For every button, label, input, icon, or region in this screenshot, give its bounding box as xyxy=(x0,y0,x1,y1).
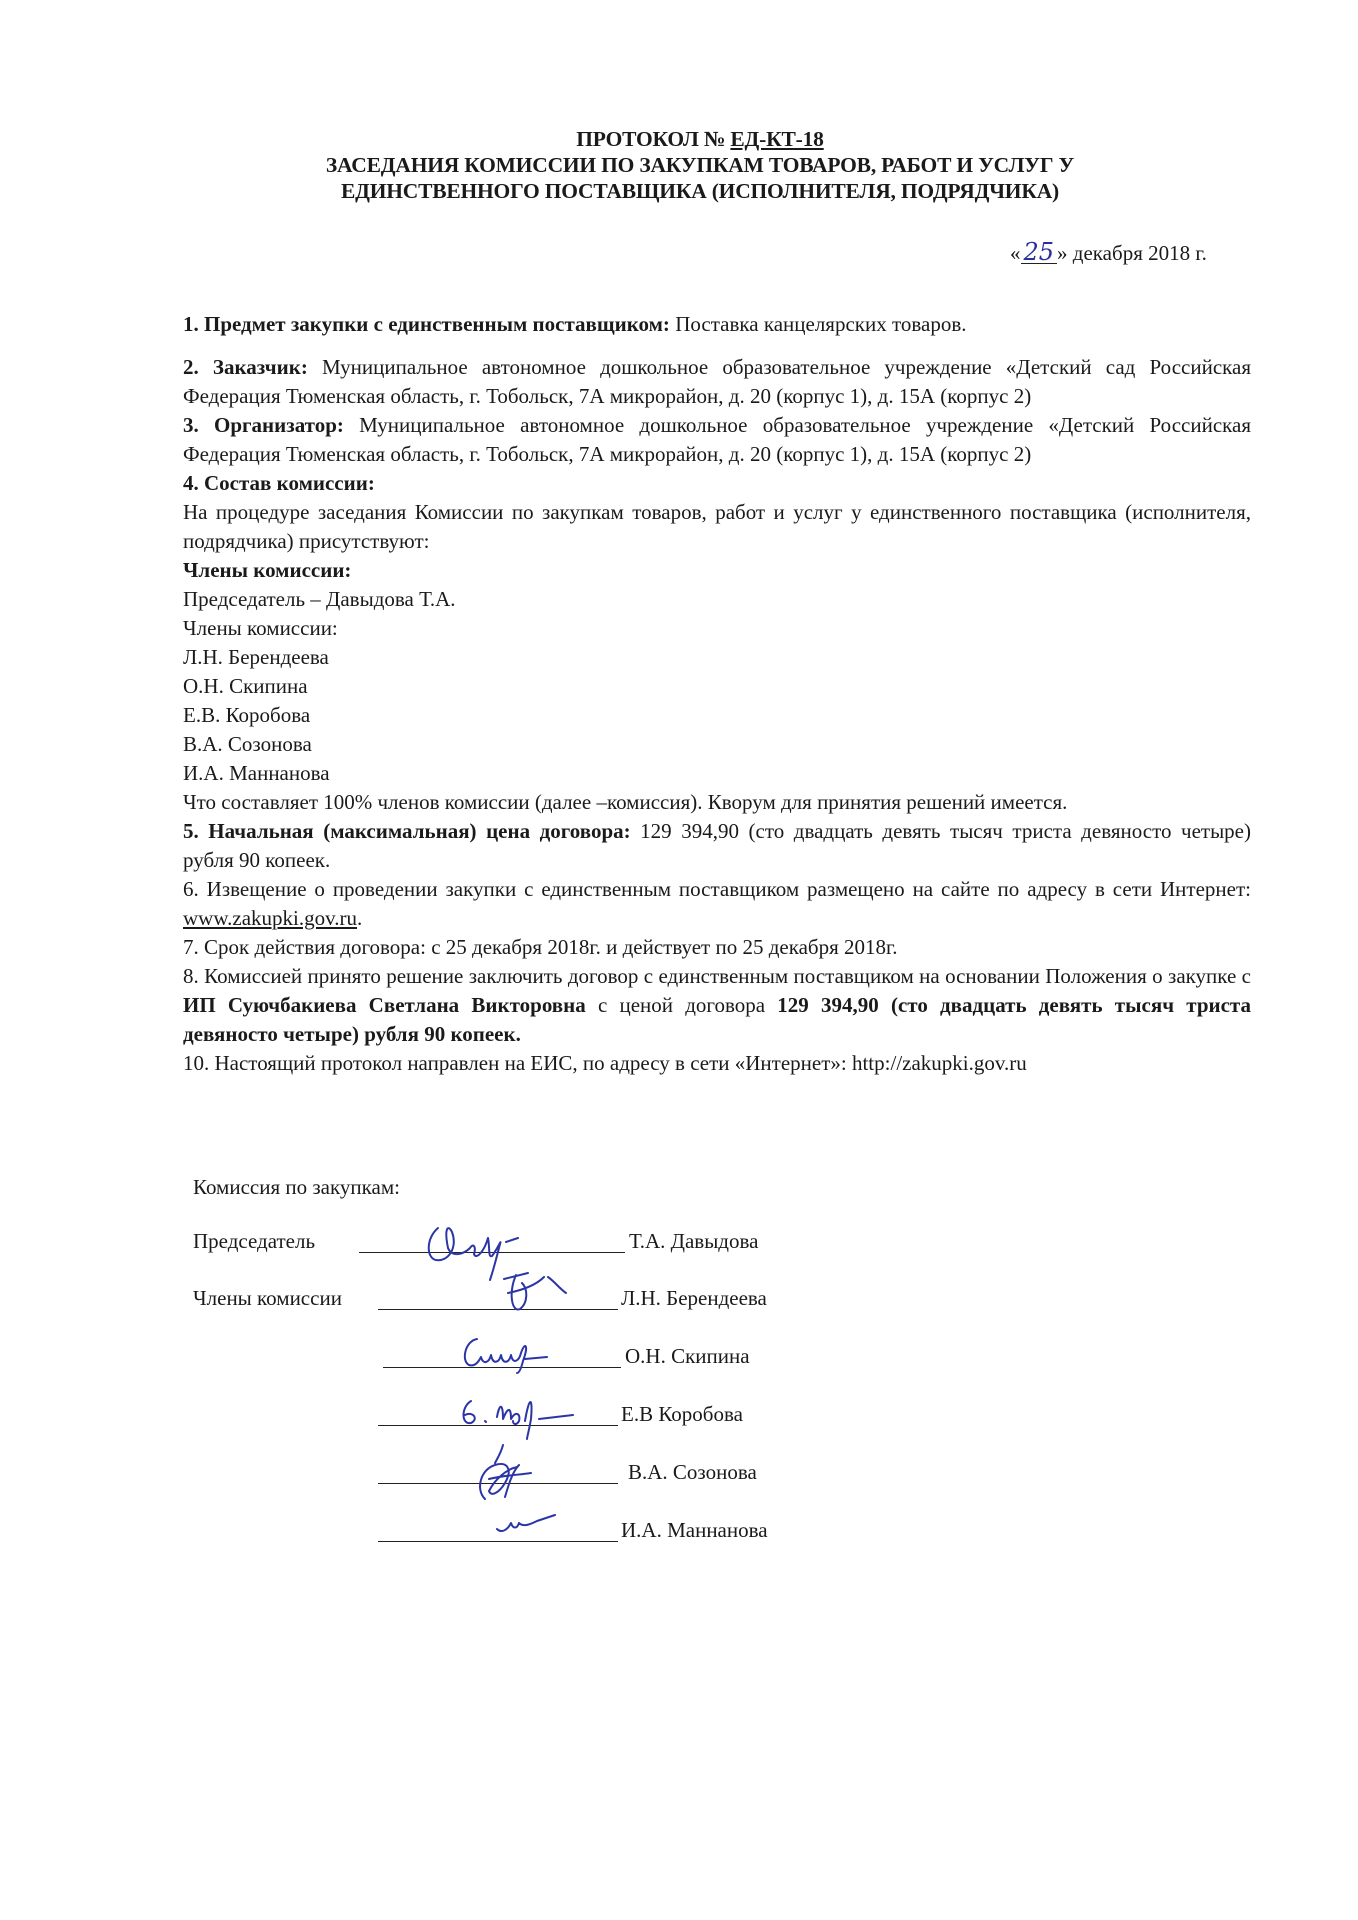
members-label: Члены комиссии: xyxy=(183,616,338,640)
item-5-label: 5. Начальная (максимальная) цена договора: xyxy=(183,819,631,843)
item-7: 7. Срок действия договора: с 25 декабря 2018г. и действует по 25 декабря 2018г. xyxy=(183,935,898,959)
item-10: 10. Настоящий протокол направлен на ЕИС, по адресу в сети «Интернет»: http://zakupki.gov.ru xyxy=(183,1051,1027,1075)
signature-row-member-4 xyxy=(193,1451,893,1491)
signature-row-member-1 xyxy=(193,1277,893,1317)
item-1 xyxy=(183,310,1251,339)
supplier-name: ИП Суючбакиева Светлана Викторовна xyxy=(183,993,586,1017)
member-1: Л.Н. Берендеева xyxy=(183,645,329,669)
chair-line: Председатель – Давыдова Т.А. xyxy=(183,587,456,611)
signature-scrawl-icon xyxy=(498,1263,578,1319)
title-line-1 xyxy=(200,126,1200,152)
item-4-label: 4. Состав комиссии: xyxy=(183,471,375,495)
item-8 xyxy=(183,962,1251,1049)
item-6-end: . xyxy=(357,906,363,930)
item-5-text: 129 394,90 (сто двадцать девять тысяч триста девяносто четыре) рубля 90 копеек. xyxy=(183,819,1251,872)
title-line-2: ЗАСЕДАНИЯ КОМИССИИ ПО ЗАКУПКАМ ТОВАРОВ, РАБОТ И УСЛУГ У xyxy=(325,153,1075,177)
signature-heading: Комиссия по закупкам: xyxy=(193,1175,400,1199)
item-2-label: 2. Заказчик: xyxy=(183,355,308,379)
document-date xyxy=(1010,238,1207,266)
contract-price: 129 394,90 (сто двадцать девять тысяч триста девяносто четыре) рубля 90 копеек. xyxy=(183,993,1251,1046)
document-body xyxy=(183,310,1251,1078)
chair-label: Председатель xyxy=(193,1229,316,1253)
signatory-name: Л.Н. Берендеева xyxy=(621,1286,767,1310)
item-6 xyxy=(183,875,1251,933)
item-6-text: 6. Извещение о проведении закупки с единственным поставщиком размещено на сайте по адресу в сети Интернет: xyxy=(183,877,1251,901)
signatory-name: И.А. Маннанова xyxy=(621,1518,768,1542)
date-month-year: » декабря 2018 г. xyxy=(1057,241,1207,265)
members-label: Члены комиссии xyxy=(193,1286,342,1310)
signatory-name: Т.А. Давыдова xyxy=(629,1229,759,1253)
signatory-name: В.А. Созонова xyxy=(628,1460,757,1484)
member-2: О.Н. Скипина xyxy=(183,674,308,698)
title-line-3: ЕДИНСТВЕННОГО ПОСТАВЩИКА (ИСПОЛНИТЕЛЯ, ПОДРЯДЧИКА) xyxy=(340,179,1059,203)
date-open-quote: « xyxy=(1010,241,1021,265)
item-1-text: Поставка канцелярских товаров. xyxy=(669,312,967,336)
signature-scrawl-icon xyxy=(455,1391,585,1441)
signatory-name: Е.В Коробова xyxy=(621,1402,743,1426)
signature-row-member-2 xyxy=(193,1335,893,1375)
signature-line xyxy=(378,1541,618,1542)
item-3-text: Муниципальное автономное дошкольное образовательное учреждение «Детский Российская Федерация Тюменская область, г. Тобольск, 7А микрорайон, д. 20 (корпус 1), д. 15А (корпус 2) xyxy=(183,413,1252,466)
item-8-middle: с ценой договора xyxy=(585,993,778,1017)
signature-scrawl-icon xyxy=(493,1511,563,1535)
signature-row-member-5 xyxy=(193,1509,893,1549)
item-3-label: 3. Организатор: xyxy=(183,413,344,437)
quorum-line: Что составляет 100% членов комиссии (далее –комиссия). Кворум для принятия решений имеется. xyxy=(183,790,1068,814)
protocol-number: ЕД-КТ-18 xyxy=(730,127,824,151)
handwritten-day: 25 xyxy=(1021,241,1058,264)
item-2 xyxy=(183,353,1251,411)
signature-scrawl-icon xyxy=(455,1331,565,1375)
signature-scrawl-icon xyxy=(455,1439,545,1509)
item-8-text: 8. Комиссией принято решение заключить договор с единственным поставщиком на основании Положения о закупке с xyxy=(183,964,1251,988)
signatory-name: О.Н. Скипина xyxy=(625,1344,750,1368)
signature-row-chair xyxy=(193,1220,893,1260)
item-4-intro: На процедуре заседания Комиссии по закупкам товаров, работ и услуг у единственного поставщика (исполнителя, подрядчика) присутствуют: xyxy=(183,500,1251,553)
signature-row-member-3 xyxy=(193,1393,893,1433)
member-3: Е.В. Коробова xyxy=(183,703,311,727)
document-title xyxy=(200,126,1200,204)
title-prefix: ПРОТОКОЛ № xyxy=(576,127,731,151)
member-4: В.А. Созонова xyxy=(183,732,312,756)
item-1-label: 1. Предмет закупки с единственным поставщиком: xyxy=(183,312,670,336)
member-5: И.А. Маннанова xyxy=(183,761,330,785)
item-3 xyxy=(183,411,1251,469)
members-heading: Члены комиссии: xyxy=(183,558,352,582)
zakupki-link[interactable]: www.zakupki.gov.ru xyxy=(183,906,357,930)
item-2-text: Муниципальное автономное дошкольное образовательное учреждение «Детский сад Российская Федерация Тюменская область, г. Тобольск, 7А микрорайон, д. 20 (корпус 1), д. 15А (корпус 2) xyxy=(183,355,1251,408)
item-5 xyxy=(183,817,1251,875)
